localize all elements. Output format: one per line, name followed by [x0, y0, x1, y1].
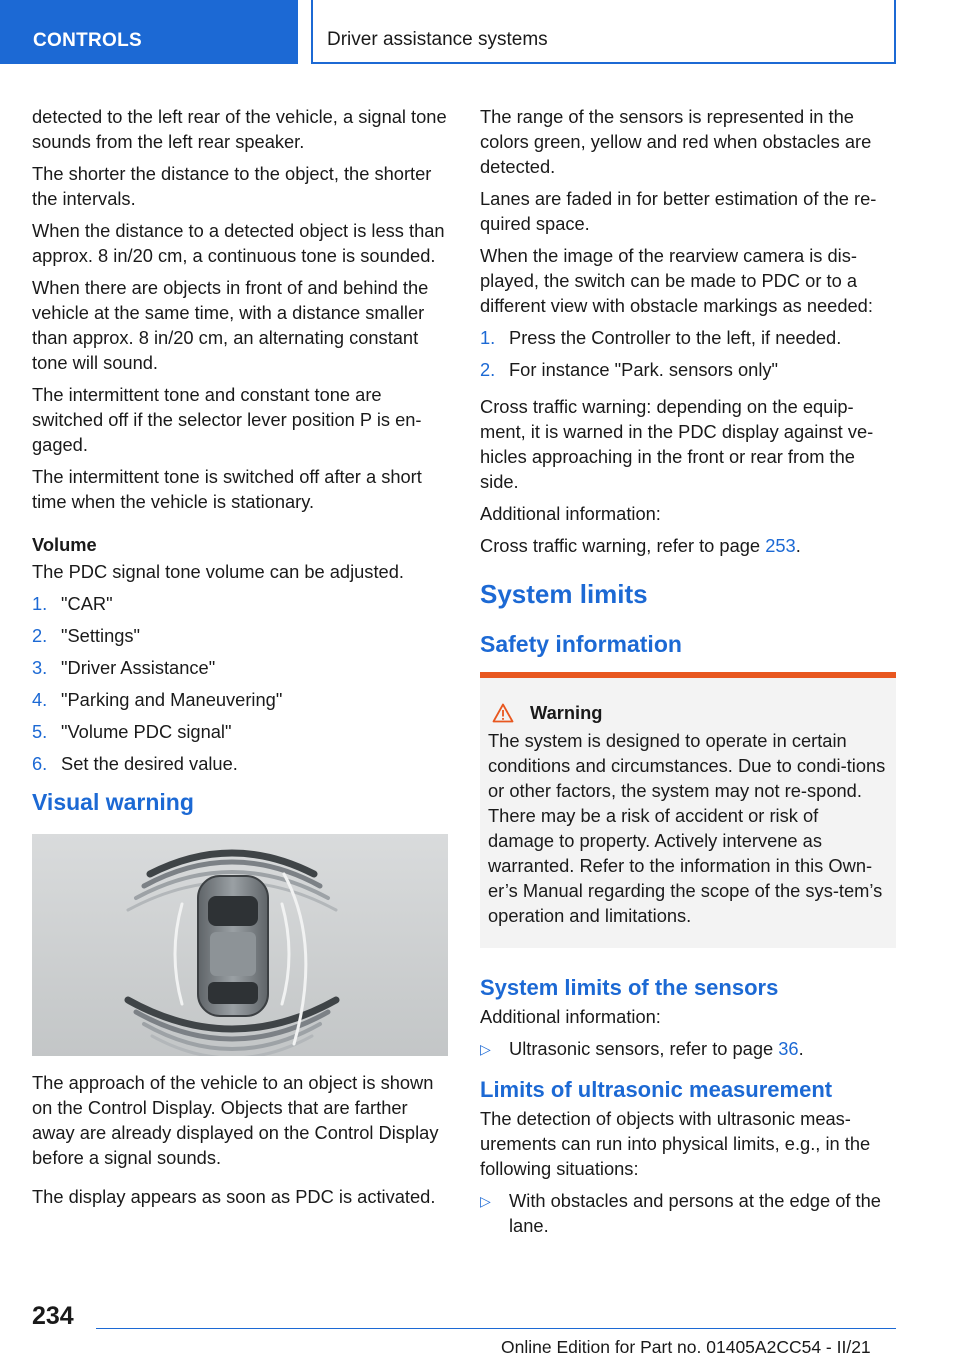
step-number: 1. [32, 593, 48, 614]
step-number: 2. [32, 625, 48, 646]
step-number: 2. [480, 359, 496, 380]
paragraph: The range of the sensors is represented in the colors green, yellow and red when obstacles are detected. [480, 106, 872, 177]
system-limits-heading: System limits [480, 579, 648, 609]
step-number: 1. [480, 327, 496, 348]
step-text: For instance "Park. sensors only" [509, 359, 779, 380]
step-number: 3. [32, 657, 48, 678]
reference-end: . [795, 535, 801, 556]
header-chapter-label: Driver assistance systems [327, 29, 548, 50]
list-item [480, 325, 896, 350]
step-text: "CAR" [61, 593, 113, 614]
triangle-bullet-icon: ▷ [480, 1041, 491, 1057]
paragraph [480, 533, 896, 558]
volume-steps-list [32, 591, 448, 776]
warning-title: Warning [530, 702, 603, 723]
paragraph: The shorter the distance to the object, the shorter the intervals. [32, 163, 432, 209]
step-number: 6. [32, 753, 48, 774]
paragraph: When the distance to a detected object is less than approx. 8 in/20 cm, a continuous tone is sounded. [32, 220, 445, 266]
ultrasonic-limits-heading: Limits of ultrasonic measurement [480, 1077, 833, 1102]
step-text: Press the Controller to the left, if needed. [509, 327, 842, 348]
warning-box [480, 672, 896, 948]
list-item [32, 719, 448, 744]
paragraph: The display appears as soon as PDC is activated. [32, 1186, 436, 1207]
page-number: 234 [32, 1302, 74, 1330]
reference-text: Cross traffic warning, refer to page [480, 535, 766, 556]
edition-note: Online Edition for Part no. 01405A2CC54 - II/21 [501, 1337, 871, 1357]
pdc-car-graphic [32, 834, 448, 1056]
list-item [32, 623, 448, 648]
step-text: "Parking and Maneuvering" [61, 689, 283, 710]
list-item [32, 751, 448, 776]
step-text: "Settings" [61, 625, 141, 646]
warning-title-row [488, 700, 888, 725]
paragraph: The detection of objects with ultrasonic meas‐urements can run into physical limits, e.g., in the following situations: [480, 1108, 871, 1179]
pdc-switch-steps-list [480, 325, 896, 382]
paragraph: Additional information: [480, 503, 661, 524]
volume-heading: Volume [32, 534, 97, 555]
safety-information-heading: Safety information [480, 631, 682, 657]
sensor-reference-list [480, 1036, 896, 1062]
paragraph: When the image of the rearview camera is dis‐played, the switch can be made to PDC or to a different view with obstacle markings as needed: [480, 245, 873, 316]
list-item [32, 687, 448, 712]
reference-end: . [798, 1038, 804, 1059]
list-item-text: With obstacles and persons at the edge of the lane. [509, 1190, 881, 1236]
page-link-253[interactable]: 253 [765, 535, 796, 556]
warning-text: The system is designed to operate in certain conditions and circumstances. Due to condi‐tions or other factors, the system may not re‐spond. There may be a risk of accident or risk of damage to property. Actively intervene as warranted. Refer to the information in this Own‐er’s Manual regarding the scope of the sys‐tem’s operation and limitations. [488, 730, 886, 926]
sensor-limits-heading: System limits of the sensors [480, 975, 779, 1000]
list-item [480, 1036, 896, 1062]
step-number: 4. [32, 689, 48, 710]
list-item [32, 591, 448, 616]
paragraph: Cross traffic warning: depending on the equip‐ment, it is warned in the PDC display against ve‐hicles approaching in the front or rear from the side. [480, 396, 874, 492]
header-chapter-box [311, 0, 896, 64]
paragraph: The approach of the vehicle to an object is shown on the Control Display. Objects that are farther away are already displayed on the Control Display before a signal sounds. [32, 1072, 439, 1168]
ultrasonic-situations-list [480, 1188, 896, 1238]
list-item [480, 357, 896, 382]
step-text: "Volume PDC signal" [61, 721, 232, 742]
right-column [480, 104, 896, 1250]
paragraph: The PDC signal tone volume can be adjusted. [32, 561, 404, 582]
pdc-display-illustration [32, 834, 448, 1056]
visual-warning-heading: Visual warning [32, 789, 194, 815]
left-column [32, 104, 448, 1216]
step-text: "Driver Assistance" [61, 657, 216, 678]
list-item-text [509, 1036, 804, 1062]
footer-divider [96, 1328, 896, 1329]
step-number: 5. [32, 721, 48, 742]
warning-triangle-icon [492, 703, 514, 723]
paragraph: Lanes are faded in for better estimation of the re‐quired space. [480, 188, 877, 234]
header-section-tab [0, 0, 298, 64]
page-link-36[interactable]: 36 [778, 1038, 799, 1059]
paragraph: When there are objects in front of and behind the vehicle at the same time, with a distance smaller than approx. 8 in/20 cm, an alternating constant tone will sound. [32, 277, 429, 373]
paragraph: Additional information: [480, 1006, 661, 1027]
paragraph: The intermittent tone is switched off after a short time when the vehicle is stationary. [32, 466, 422, 512]
paragraph: detected to the left rear of the vehicle, a signal tone sounds from the left rear speaker. [32, 106, 447, 152]
list-item [32, 655, 448, 680]
triangle-bullet-icon: ▷ [480, 1193, 491, 1209]
reference-text: Ultrasonic sensors, refer to page [509, 1038, 779, 1059]
header-section-label: CONTROLS [33, 30, 143, 51]
list-item [480, 1188, 896, 1238]
paragraph: The intermittent tone and constant tone are switched off if the selector lever position P is en‐gaged. [32, 384, 422, 455]
step-text: Set the desired value. [61, 753, 238, 774]
